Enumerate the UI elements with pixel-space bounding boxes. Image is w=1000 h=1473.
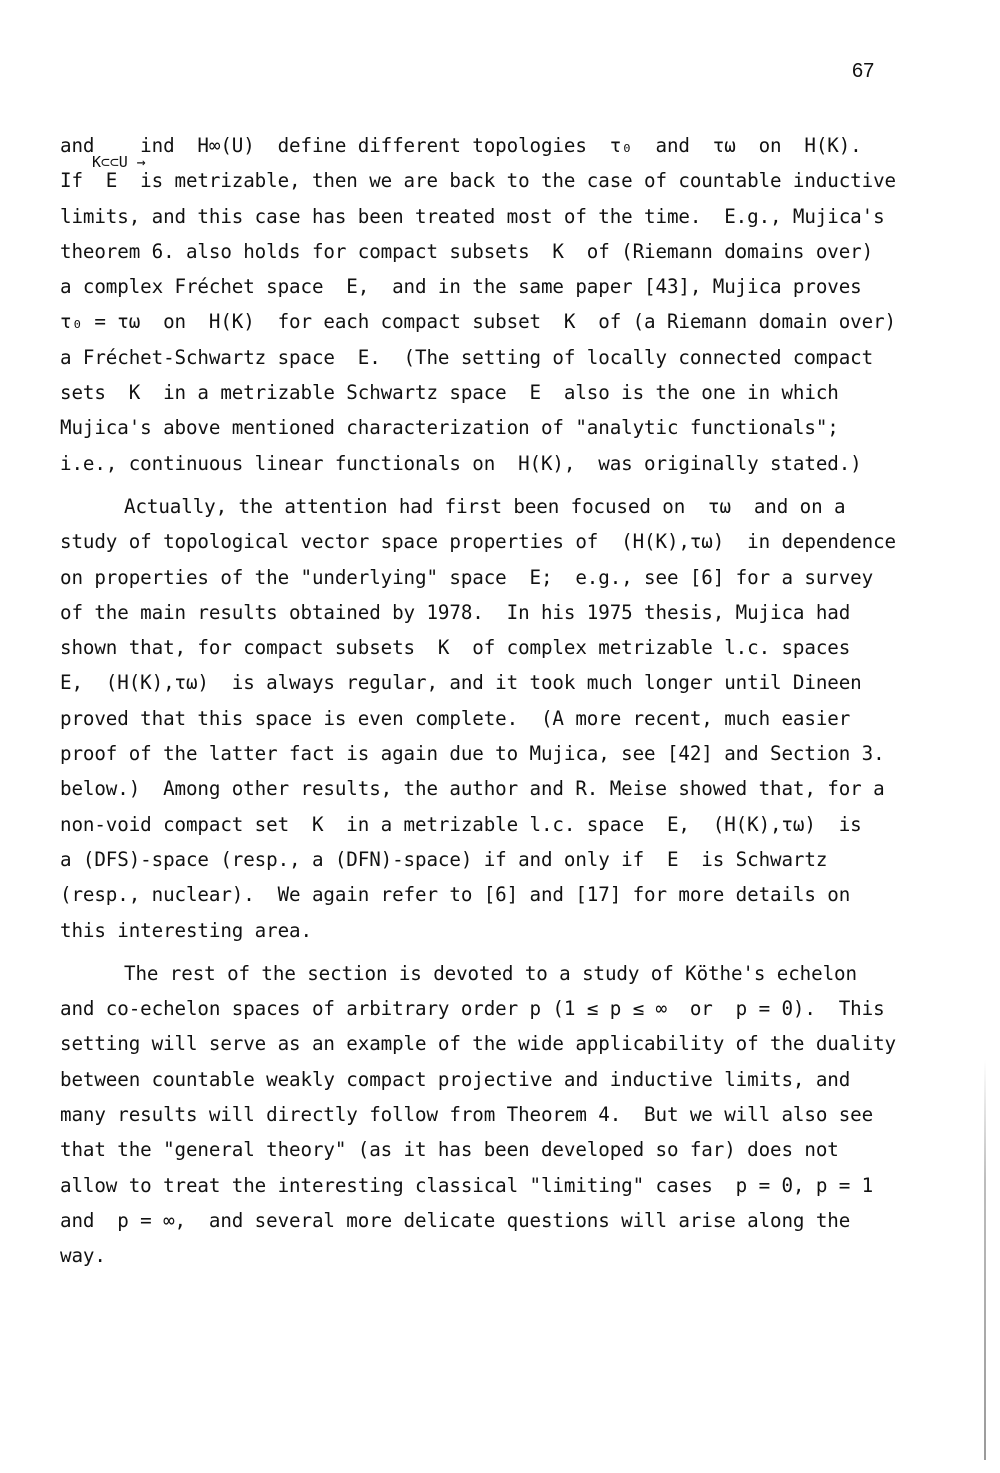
text-line: shown that, for compact subsets K of complex metrizable l.c. spaces bbox=[60, 636, 851, 660]
limit-subscript: K⊂⊂U → bbox=[92, 153, 146, 171]
text-line: a complex Fréchet space E, and in the same paper [43], Mujica proves bbox=[60, 275, 862, 299]
text-line: a Fréchet-Schwartz space E. (The setting of locally connected compact bbox=[60, 345, 874, 369]
text-line: Mujica's above mentioned characterization of "analytic functionals"; bbox=[60, 416, 839, 440]
text-line: many results will directly follow from Theorem 4. But we will also see bbox=[60, 1103, 874, 1127]
text-line: study of topological vector space properties of (H(K),τω) in dependence bbox=[60, 530, 896, 554]
text-line: proved that this space is even complete. (A more recent, much easier bbox=[60, 706, 851, 730]
scan-edge-artifact bbox=[984, 1060, 986, 1460]
text-line: that the "general theory" (as it has been developed so far) does not bbox=[60, 1138, 839, 1162]
text-line: this interesting area. bbox=[60, 918, 312, 942]
paragraph-first-line: Actually, the attention had first been focused on τω and on a bbox=[124, 494, 846, 518]
text-line: τ₀ = τω on H(K) for each compact subset K of (a Riemann domain over) bbox=[60, 310, 896, 334]
text-line: theorem 6. also holds for compact subsets K of (Riemann domains over) bbox=[60, 239, 874, 263]
text-line: on properties of the "underlying" space E; e.g., see [6] for a survey bbox=[60, 565, 874, 589]
paragraph-gap bbox=[60, 948, 900, 956]
body-text bbox=[60, 128, 900, 1274]
text-line: (resp., nuclear). We again refer to [6] and [17] for more details on bbox=[60, 883, 851, 907]
text-line: limits, and this case has been treated most of the time. E.g., Mujica's bbox=[60, 204, 885, 228]
text-line: and p = ∞, and several more delicate questions will arise along the bbox=[60, 1208, 851, 1232]
text-line: way. bbox=[60, 1244, 106, 1268]
paragraph-first-line: The rest of the section is devoted to a study of Köthe's echelon bbox=[124, 961, 857, 985]
text-line: a (DFS)-space (resp., a (DFN)-space) if and only if E is Schwartz bbox=[60, 847, 828, 871]
text-line: If E is metrizable, then we are back to the case of countable inductive bbox=[60, 169, 896, 193]
text-line: and co-echelon spaces of arbitrary order p (1 ≤ p ≤ ∞ or p = 0). This bbox=[60, 997, 885, 1021]
text-line: setting will serve as an example of the wide applicability of the duality bbox=[60, 1032, 896, 1056]
text-line: and ind H∞(U) define different topologies τ₀ and τω on H(K). bbox=[60, 134, 862, 157]
page-number: 67 bbox=[852, 60, 875, 82]
text-line: sets K in a metrizable Schwartz space E also is the one in which bbox=[60, 381, 839, 405]
text-line: of the main results obtained by 1978. In his 1975 thesis, Mujica had bbox=[60, 600, 851, 624]
paragraph-gap bbox=[60, 481, 900, 489]
text-line: allow to treat the interesting classical "limiting" cases p = 0, p = 1 bbox=[60, 1173, 874, 1197]
text-line: proof of the latter fact is again due to Mujica, see [42] and Section 3. bbox=[60, 742, 885, 766]
text-line: E, (H(K),τω) is always regular, and it took much longer until Dineen bbox=[60, 671, 862, 695]
text-line: non-void compact set K in a metrizable l.c. space E, (H(K),τω) is bbox=[60, 812, 862, 836]
text-line: below.) Among other results, the author and R. Meise showed that, for a bbox=[60, 777, 885, 801]
text-line: between countable weakly compact projective and inductive limits, and bbox=[60, 1067, 851, 1091]
text-line: i.e., continuous linear functionals on H(K), was originally stated.) bbox=[60, 451, 862, 475]
